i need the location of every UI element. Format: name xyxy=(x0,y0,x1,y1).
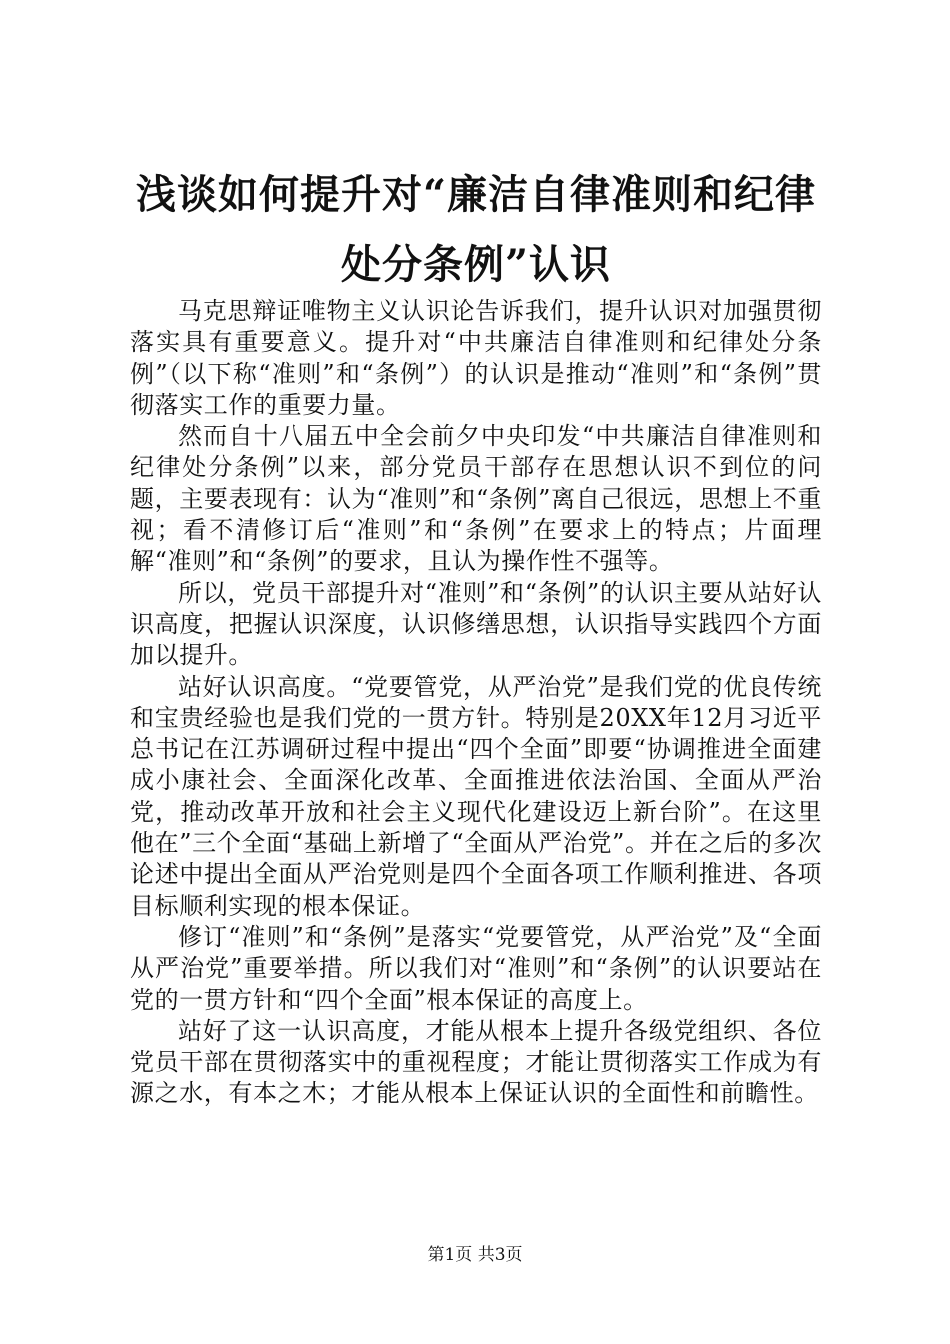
paragraph: 站好了这一认识高度，才能从根本上提升各级党组织、各位党员干部在贯彻落实中的重视程度；才能让贯彻落实工作成为有源之水，有本之木；才能从根本上保证认识的全面性和前瞻性。 xyxy=(130,1016,822,1108)
paragraph: 修订“准则”和“条例”是落实“党要管党，从严治党”及“全面从严治党”重要举措。所以我们对“准则”和“条例”的认识要站在党的一贯方针和“四个全面”根本保证的高度上。 xyxy=(130,922,822,1014)
paragraph: 马克思辩证唯物主义认识论告诉我们，提升认识对加强贯彻落实具有重要意义。提升对“中共廉洁自律准则和纪律处分条例”（以下称“准则”和“条例”）的认识是推动“准则”和“条例”贯彻落实工作的重要力量。 xyxy=(130,297,822,419)
document-title: 浅谈如何提升对“廉洁自律准则和纪律处分条例”认识 xyxy=(135,171,816,288)
paragraph: 然而自十八届五中全会前夕中央印发“中共廉洁自律准则和纪律处分条例”以来，部分党员干部存在思想认识不到位的问题，主要表现有：认为“准则”和“条例”离自己很远，思想上不重视；看不清修订后“准则”和“条例”在要求上的特点；片面理解“准则”和“条例”的要求，且认为操作性不强等。 xyxy=(130,422,822,576)
paragraph: 所以，党员干部提升对“准则”和“条例”的认识主要从站好认识高度，把握认识深度，认识修缮思想，认识指导实践四个方面加以提升。 xyxy=(130,578,822,670)
paragraph: 站好认识高度。“党要管党，从严治党”是我们党的优良传统和宝贵经验也是我们党的一贯方针。特别是20XX年12月习近平总书记在江苏调研过程中提出“四个全面”即要“协调推进全面建成小康社会、全面深化改革、全面推进依法治国、全面从严治党，推动改革开放和社会主义现代化建设迈上新台阶”。在这里他在”三个全面“基础上新增了“全面从严治党”。并在之后的多次论述中提出全面从严治党则是四个全面各项工作顺利推进、各项目标顺利实现的根本保证。 xyxy=(130,672,822,920)
page-footer: 第1页 共3页 xyxy=(427,1245,523,1265)
document-body xyxy=(130,296,822,1110)
